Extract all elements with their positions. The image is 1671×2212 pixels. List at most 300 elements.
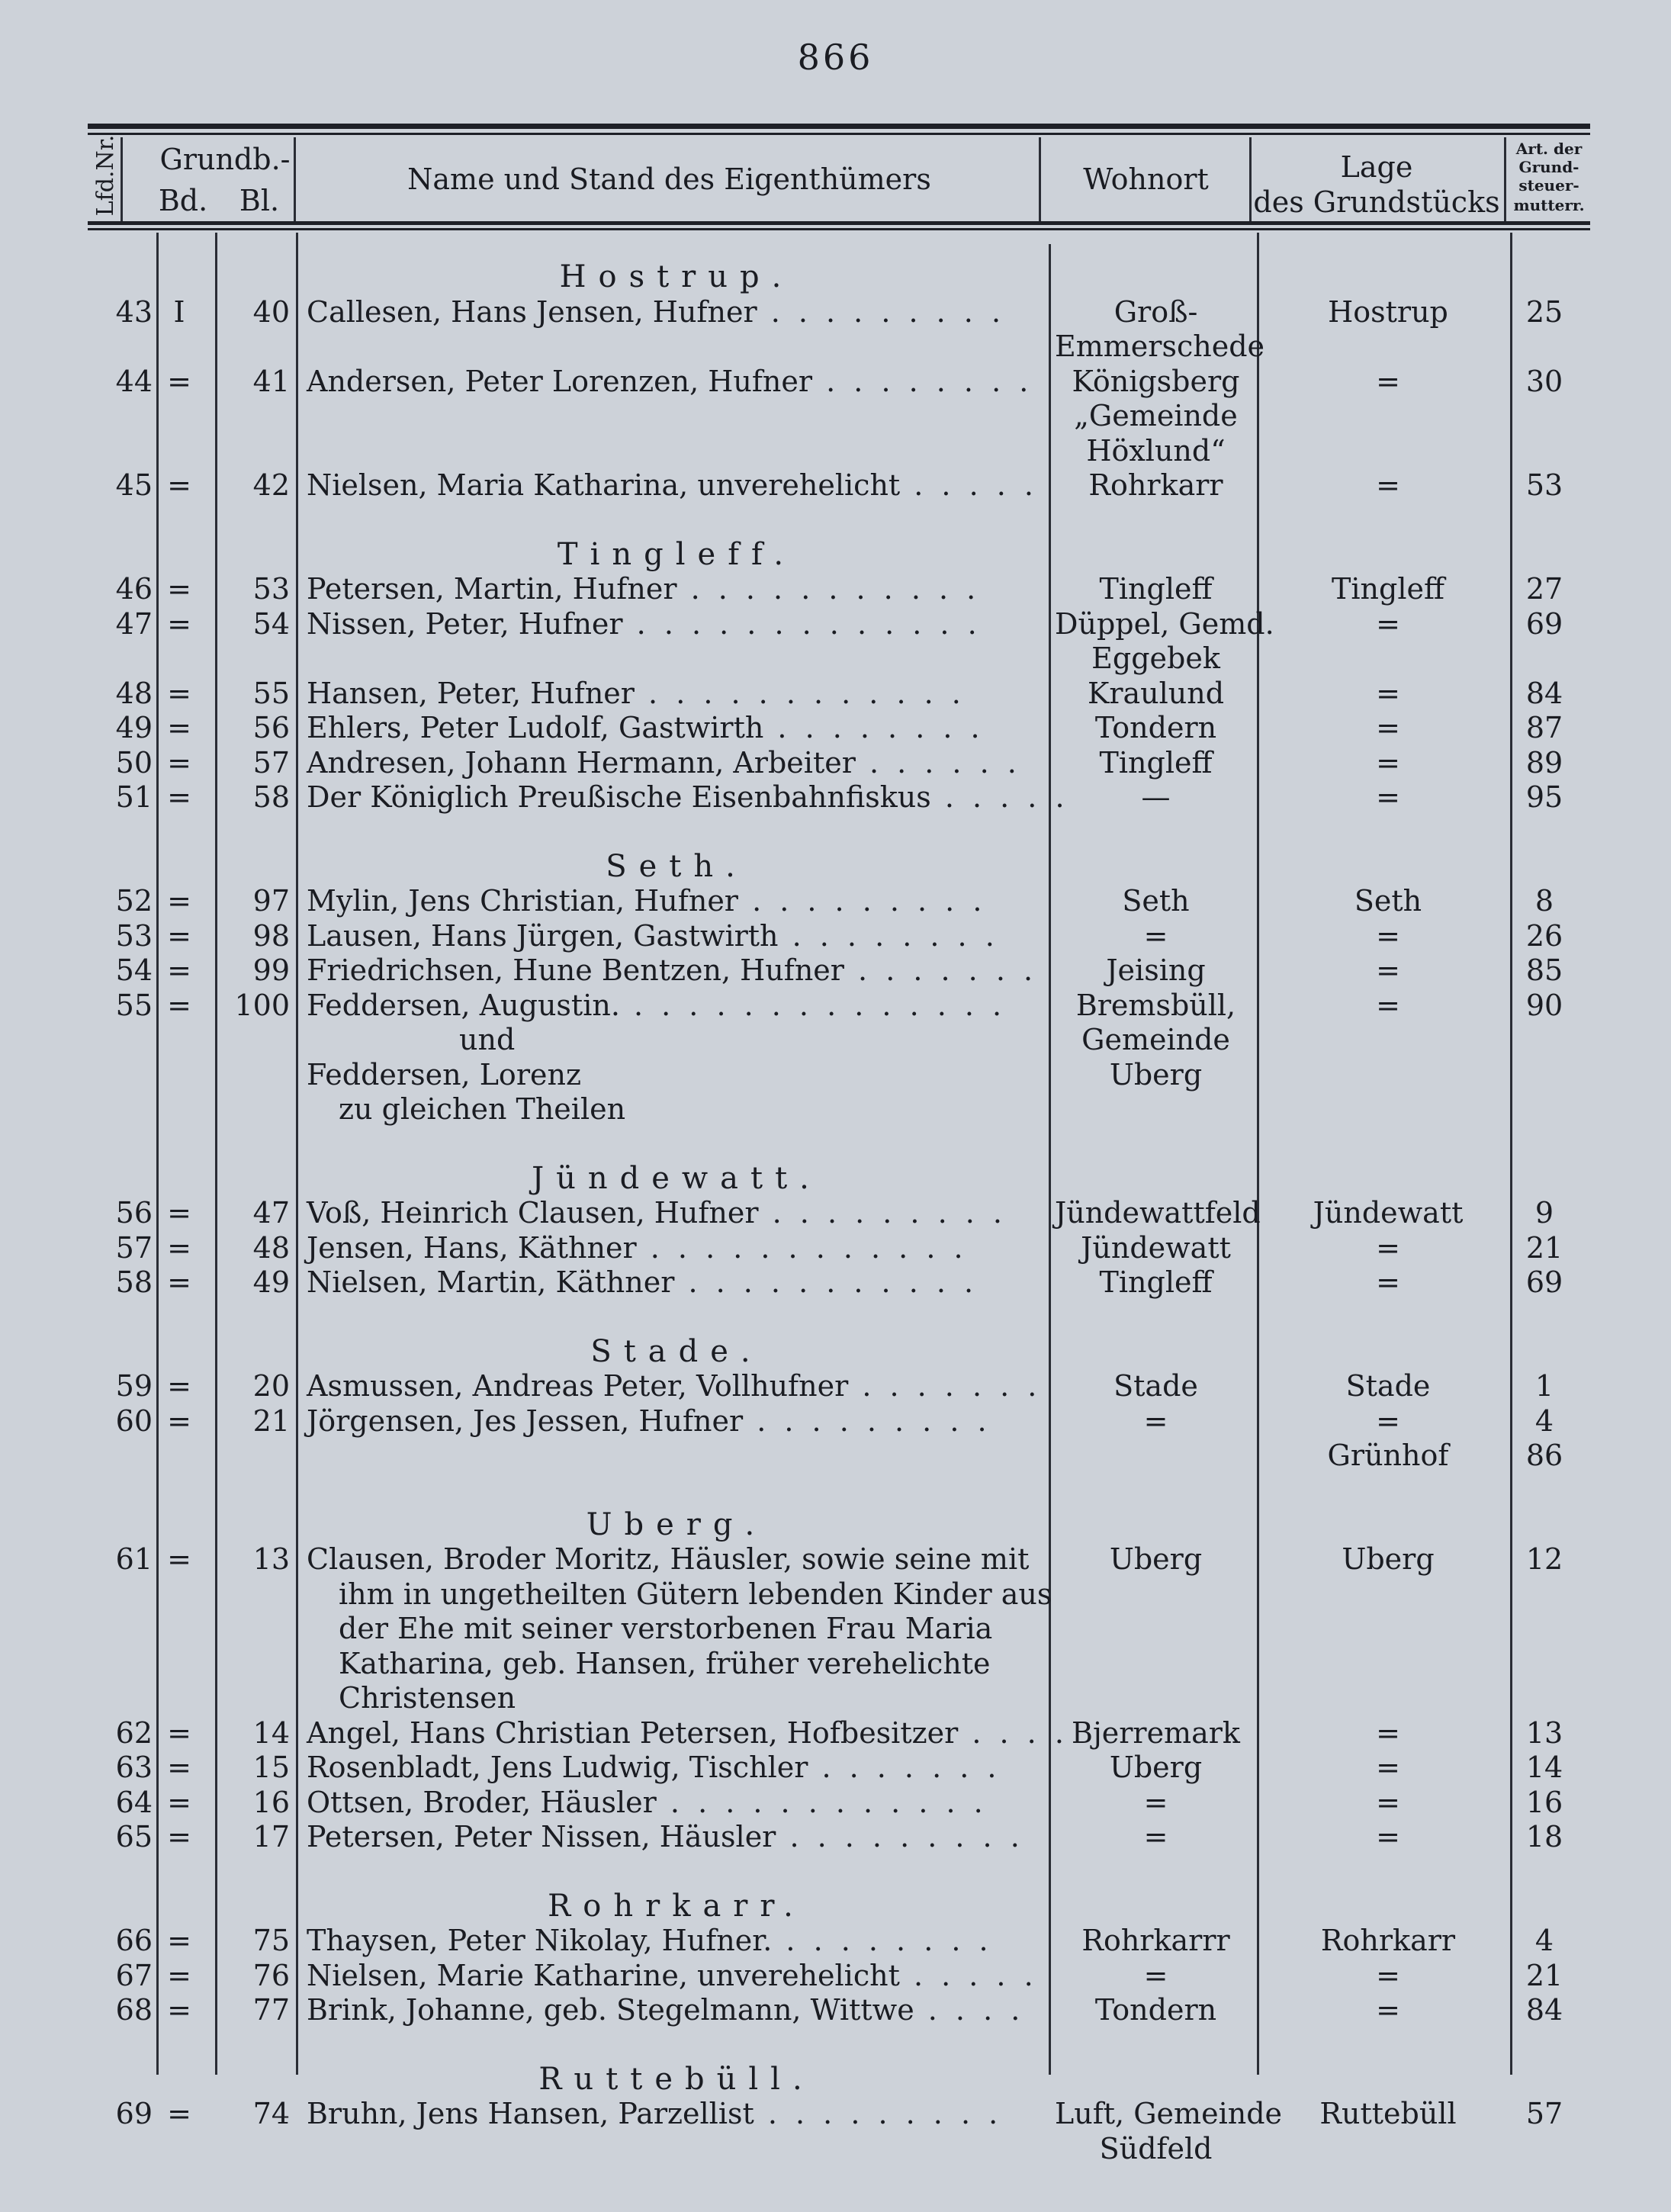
blatt: 97 bbox=[252, 884, 290, 918]
tax-article: 21 bbox=[1525, 1958, 1563, 1992]
lfd-nr: 65 bbox=[115, 1820, 153, 1854]
leader-dots: . . . . . . . . . . . bbox=[676, 572, 981, 606]
blatt: 42 bbox=[252, 468, 290, 502]
blatt: 20 bbox=[252, 1369, 290, 1403]
residence: Gemeinde bbox=[1081, 1023, 1230, 1056]
table-row bbox=[0, 1368, 1671, 1403]
leader-dots: . . . . . . . . bbox=[763, 711, 985, 744]
residence: Emmerschede bbox=[1055, 330, 1265, 363]
header-bottom-rule-thin bbox=[88, 228, 1590, 230]
lfd-nr: 48 bbox=[115, 676, 153, 710]
residence: Jündewatt bbox=[1081, 1230, 1231, 1265]
leader-dots: . . . . . bbox=[900, 468, 1038, 502]
property-location: = bbox=[1376, 988, 1400, 1022]
owner-name bbox=[307, 468, 1046, 503]
band: = bbox=[167, 364, 191, 398]
residence: — bbox=[1141, 780, 1171, 814]
table-row bbox=[0, 1403, 1671, 1439]
property-location: = bbox=[1376, 1403, 1400, 1438]
lfd-nr: 58 bbox=[115, 1265, 153, 1299]
property-location: = bbox=[1376, 468, 1400, 502]
band: = bbox=[167, 1785, 191, 1819]
owner-name-text: Nielsen, Maria Katharina, unverehelicht bbox=[307, 468, 901, 502]
owner-name bbox=[307, 1785, 1046, 1820]
blatt: 77 bbox=[252, 1993, 290, 2027]
table-row bbox=[0, 745, 1671, 780]
band: = bbox=[167, 1715, 191, 1750]
owner-name-text: Asmussen, Andreas Peter, Vollhufner bbox=[307, 1369, 849, 1403]
lfd-nr: 47 bbox=[115, 606, 153, 641]
owner-name-text: Petersen, Martin, Hufner bbox=[307, 572, 677, 606]
property-location: Hostrup bbox=[1328, 294, 1448, 329]
leader-dots: . . . . . . . . . bbox=[754, 2097, 1003, 2130]
header-grundbuch: Grundb.- bbox=[159, 143, 291, 176]
tax-article: 13 bbox=[1525, 1715, 1563, 1750]
property-location: Ruttebüll bbox=[1319, 2097, 1457, 2130]
band: = bbox=[167, 1403, 191, 1438]
leader-dots: . . . . . . bbox=[855, 745, 1021, 780]
owner-name-text: Ehlers, Peter Ludolf, Gastwirth bbox=[307, 711, 764, 744]
blatt: 48 bbox=[252, 1230, 290, 1265]
lfd-nr: 57 bbox=[115, 1230, 153, 1265]
leader-dots: . . . . . . . . bbox=[812, 364, 1033, 398]
owner-name bbox=[307, 883, 1046, 918]
residence: Luft, Gemeinde bbox=[1055, 2097, 1283, 2130]
owner-name-text: Nielsen, Martin, Käthner bbox=[307, 1265, 675, 1299]
owner-name bbox=[307, 606, 1046, 641]
property-location: Rohrkarr bbox=[1320, 1924, 1456, 1957]
table-row bbox=[0, 1923, 1671, 1958]
owner-name-text: Lausen, Hans Jürgen, Gastwirth bbox=[307, 918, 779, 953]
table-row bbox=[0, 294, 1671, 364]
band: = bbox=[167, 918, 191, 953]
lfd-nr: 50 bbox=[115, 745, 153, 780]
lfd-nr: 49 bbox=[115, 711, 153, 744]
residence: Uberg bbox=[1109, 1751, 1203, 1784]
property-location: = bbox=[1376, 1993, 1400, 2027]
table-row bbox=[0, 1230, 1671, 1265]
residence: Eggebek bbox=[1091, 641, 1220, 675]
table-row bbox=[0, 1438, 1671, 1473]
owner-name bbox=[307, 953, 1046, 988]
header-divider bbox=[294, 137, 296, 221]
property-location: = bbox=[1376, 711, 1400, 744]
owner-name-continued: zu gleichen Theilen bbox=[339, 1092, 626, 1126]
blatt: 56 bbox=[252, 711, 290, 744]
band: = bbox=[167, 1230, 191, 1265]
owner-name-text: Der Königlich Preußische Eisenbahnfiskus bbox=[307, 780, 931, 814]
table-row bbox=[0, 953, 1671, 988]
table-row bbox=[0, 883, 1671, 918]
table-row bbox=[0, 710, 1671, 745]
owner-name bbox=[307, 1750, 1046, 1785]
tax-article: 90 bbox=[1525, 988, 1563, 1022]
blatt: 75 bbox=[252, 1924, 290, 1957]
band: = bbox=[167, 1369, 191, 1403]
lfd-nr: 64 bbox=[115, 1785, 153, 1819]
blatt: 40 bbox=[252, 294, 290, 329]
owner-name-text: Angel, Hans Christian Petersen, Hofbesitzer bbox=[307, 1715, 959, 1750]
tax-article: 84 bbox=[1525, 1993, 1563, 2027]
tax-article: 4 bbox=[1534, 1403, 1554, 1438]
property-location: = bbox=[1376, 676, 1400, 710]
band: = bbox=[167, 780, 191, 814]
table-row bbox=[0, 676, 1671, 711]
property-location: Stade bbox=[1345, 1369, 1431, 1403]
owner-name-continued: der Ehe mit seiner verstorbenen Frau Maria bbox=[339, 1612, 993, 1645]
band: = bbox=[167, 1993, 191, 2027]
residence: = bbox=[1143, 1958, 1168, 1992]
property-location: = bbox=[1376, 953, 1400, 987]
owner-name bbox=[307, 1923, 1046, 1958]
owner-name-text: Nissen, Peter, Hufner bbox=[307, 606, 623, 641]
header-divider bbox=[1039, 137, 1041, 221]
header-blatt: Bl. bbox=[239, 184, 280, 217]
section-title: Rohrkarr. bbox=[548, 1888, 805, 1924]
owner-name-continued: Christensen bbox=[339, 1681, 516, 1715]
table-row bbox=[0, 780, 1671, 815]
tax-article: 57 bbox=[1525, 2097, 1563, 2130]
residence: = bbox=[1143, 1820, 1168, 1854]
leader-dots: . . . . . . . bbox=[844, 953, 1038, 987]
lfd-nr: 45 bbox=[115, 468, 153, 502]
table-row bbox=[0, 571, 1671, 606]
header-art-2: Grund- bbox=[1518, 158, 1579, 176]
property-location: = bbox=[1376, 1715, 1400, 1750]
tax-article: 86 bbox=[1525, 1439, 1563, 1472]
residence: Jündewattfeld bbox=[1055, 1196, 1261, 1230]
leader-dots: . . . . . . . bbox=[848, 1369, 1042, 1403]
owner-name bbox=[307, 918, 1046, 953]
residence: Tondern bbox=[1094, 1993, 1217, 2027]
blatt: 74 bbox=[252, 2097, 290, 2130]
residence: Groß- bbox=[1113, 294, 1198, 329]
band: = bbox=[167, 1958, 191, 1992]
lfd-nr: 69 bbox=[115, 2097, 153, 2130]
band: = bbox=[167, 1196, 191, 1230]
residence: Rohrkarrr bbox=[1081, 1924, 1230, 1957]
lfd-nr: 59 bbox=[115, 1369, 153, 1403]
blatt: 57 bbox=[252, 745, 290, 780]
header-band: Bd. bbox=[158, 184, 208, 217]
band: = bbox=[167, 468, 191, 502]
table-row bbox=[0, 606, 1671, 676]
owner-name bbox=[307, 780, 1069, 815]
band: I bbox=[173, 294, 185, 329]
leader-dots: . . . . . . . . . . . bbox=[674, 1265, 978, 1299]
blatt: 49 bbox=[252, 1265, 290, 1299]
table-row bbox=[0, 1265, 1671, 1300]
owner-name bbox=[307, 294, 1046, 330]
band: = bbox=[167, 953, 191, 987]
owner-name-text: Bruhn, Jens Hansen, Parzellist bbox=[307, 2097, 754, 2130]
property-location: = bbox=[1376, 1230, 1400, 1265]
table-row bbox=[0, 468, 1671, 503]
tax-article: 14 bbox=[1525, 1751, 1563, 1784]
table-row bbox=[0, 2096, 1671, 2165]
blatt: 55 bbox=[252, 676, 290, 710]
owner-name bbox=[307, 364, 1046, 399]
table-row bbox=[0, 918, 1671, 953]
tax-article: 21 bbox=[1525, 1230, 1563, 1265]
blatt: 41 bbox=[252, 364, 290, 398]
blatt: 47 bbox=[252, 1196, 290, 1230]
band: = bbox=[167, 1924, 191, 1957]
tax-article: 95 bbox=[1525, 780, 1563, 814]
owner-name-text: Andersen, Peter Lorenzen, Hufner bbox=[307, 364, 813, 398]
residence: = bbox=[1143, 1785, 1168, 1819]
lfd-nr: 52 bbox=[115, 884, 153, 918]
owner-name bbox=[307, 1715, 1068, 1751]
header-bottom-rule bbox=[88, 221, 1590, 225]
lfd-nr: 60 bbox=[115, 1403, 153, 1438]
residence: Höxlund“ bbox=[1086, 433, 1226, 468]
property-location: = bbox=[1376, 1751, 1400, 1784]
page-number: 866 bbox=[797, 37, 874, 78]
residence: Tingleff bbox=[1099, 1265, 1213, 1299]
header-divider bbox=[1504, 137, 1506, 221]
property-location: Tingleff bbox=[1332, 572, 1444, 606]
owner-name-text: Brink, Johanne, geb. Stegelmann, Wittwe bbox=[307, 1993, 914, 2027]
owner-name bbox=[307, 710, 1046, 745]
owner-name bbox=[307, 1992, 1046, 2027]
lfd-nr: 66 bbox=[115, 1924, 153, 1957]
leader-dots: . . . . . . . . . . . . bbox=[636, 1230, 968, 1265]
owner-name-text: Mylin, Jens Christian, Hufner bbox=[307, 884, 738, 918]
residence: Düppel, Gemd. bbox=[1055, 606, 1274, 641]
owner-name bbox=[307, 1368, 1046, 1403]
band: = bbox=[167, 606, 191, 641]
band: = bbox=[167, 676, 191, 710]
header-lfd-nr: Lfd.Nr. bbox=[92, 134, 119, 217]
residence: Bjerremark bbox=[1072, 1715, 1240, 1750]
residence: = bbox=[1143, 918, 1168, 953]
leader-dots: . . . . . . . . . bbox=[743, 1403, 991, 1438]
owner-name bbox=[307, 676, 1046, 711]
band: = bbox=[167, 711, 191, 744]
lfd-nr: 62 bbox=[115, 1715, 153, 1750]
tax-article: 25 bbox=[1525, 294, 1563, 329]
section-title: Seth. bbox=[606, 848, 747, 884]
tax-article: 4 bbox=[1534, 1924, 1554, 1957]
leader-dots: . . . . bbox=[914, 1993, 1025, 2027]
blatt: 15 bbox=[252, 1751, 290, 1784]
property-location: = bbox=[1376, 364, 1400, 398]
section-title: Jündewatt. bbox=[532, 1160, 821, 1196]
table-row bbox=[0, 988, 1671, 1127]
owner-name-text: Jensen, Hans, Käthner bbox=[307, 1230, 637, 1265]
tax-article: 89 bbox=[1525, 745, 1563, 780]
band: = bbox=[167, 1751, 191, 1784]
leader-dots: . . . . . . . . . bbox=[758, 1196, 1007, 1230]
header-name: Name und Stand des Eigenthümers bbox=[407, 162, 931, 196]
header-art-4: mutterr. bbox=[1513, 196, 1585, 214]
owner-name bbox=[307, 1230, 1046, 1265]
tax-article: 87 bbox=[1525, 711, 1563, 744]
residence: Tondern bbox=[1094, 711, 1217, 744]
header-wohnort: Wohnort bbox=[1083, 162, 1209, 196]
owner-name bbox=[307, 1958, 1046, 1993]
owner-name-continued: Feddersen, Lorenz bbox=[307, 1057, 581, 1092]
blatt: 99 bbox=[252, 953, 290, 987]
owner-name bbox=[307, 1265, 1046, 1300]
table-row bbox=[0, 1785, 1671, 1820]
owner-name-continued: und bbox=[459, 1023, 516, 1056]
leader-dots: . . . . . . . bbox=[808, 1751, 1001, 1784]
leader-dots: . . . . . . . . . . . . bbox=[634, 676, 966, 710]
residence: Uberg bbox=[1109, 1542, 1203, 1576]
band: = bbox=[167, 884, 191, 918]
band: = bbox=[167, 1265, 191, 1299]
owner-name bbox=[307, 988, 1046, 1023]
owner-name bbox=[307, 2096, 1046, 2131]
blatt: 58 bbox=[252, 780, 290, 814]
blatt: 54 bbox=[252, 606, 290, 641]
owner-name-continued: Katharina, geb. Hansen, früher verehelichte bbox=[339, 1646, 991, 1680]
residence: „Gemeinde bbox=[1074, 399, 1238, 432]
owner-name bbox=[307, 1403, 1046, 1439]
property-location: = bbox=[1376, 606, 1400, 641]
owner-name-text: Ottsen, Broder, Häusler bbox=[307, 1785, 657, 1819]
tax-article: 30 bbox=[1525, 364, 1563, 398]
blatt: 14 bbox=[252, 1715, 290, 1750]
tax-article: 84 bbox=[1525, 676, 1563, 710]
lfd-nr: 67 bbox=[115, 1958, 153, 1992]
header-top-rule-thin bbox=[88, 133, 1590, 135]
leader-dots: . . . . . . . . . bbox=[757, 294, 1006, 329]
blatt: 17 bbox=[252, 1820, 290, 1854]
band: = bbox=[167, 1542, 191, 1576]
property-location: = bbox=[1376, 1820, 1400, 1854]
section-title: Stade. bbox=[590, 1333, 763, 1369]
lfd-nr: 43 bbox=[115, 294, 153, 329]
residence: Stade bbox=[1113, 1369, 1198, 1403]
blatt: 21 bbox=[252, 1403, 290, 1438]
residence: = bbox=[1143, 1403, 1168, 1438]
band: = bbox=[167, 745, 191, 780]
owner-name bbox=[307, 1542, 1046, 1577]
leader-dots: . . . . . . . . . . . . . . bbox=[619, 988, 1007, 1022]
blatt: 13 bbox=[252, 1542, 290, 1576]
owner-name bbox=[307, 1819, 1046, 1854]
lfd-nr: 51 bbox=[115, 780, 153, 814]
header-lage-2: des Grundstücks bbox=[1253, 185, 1500, 219]
blatt: 53 bbox=[252, 572, 290, 606]
table-row bbox=[0, 1542, 1671, 1715]
leader-dots: . . . . . . . . . . . . . bbox=[622, 606, 982, 641]
band: = bbox=[167, 2097, 191, 2130]
property-location: = bbox=[1376, 745, 1400, 780]
residence: Bremsbüll, bbox=[1075, 988, 1236, 1022]
tax-article: 69 bbox=[1525, 606, 1563, 641]
section-title: Hostrup. bbox=[559, 259, 794, 294]
owner-name bbox=[307, 745, 1046, 780]
tax-article: 85 bbox=[1525, 953, 1563, 987]
property-location: = bbox=[1376, 1265, 1400, 1299]
lfd-nr: 44 bbox=[115, 364, 153, 398]
lfd-nr: 61 bbox=[115, 1542, 153, 1576]
blatt: 76 bbox=[252, 1958, 290, 1992]
residence: Uberg bbox=[1109, 1057, 1203, 1092]
owner-name-text: Hansen, Peter, Hufner bbox=[307, 676, 635, 710]
header-divider bbox=[1249, 137, 1252, 221]
section-title: Tingleff. bbox=[557, 536, 796, 572]
tax-article: 8 bbox=[1534, 884, 1554, 918]
table-row bbox=[0, 1992, 1671, 2027]
table-row bbox=[0, 1715, 1671, 1751]
tax-article: 53 bbox=[1525, 468, 1563, 502]
residence: Tingleff bbox=[1099, 572, 1213, 606]
property-location: = bbox=[1376, 780, 1400, 814]
tax-article: 18 bbox=[1525, 1820, 1563, 1854]
blatt: 98 bbox=[252, 918, 290, 953]
table-row bbox=[0, 1819, 1671, 1854]
owner-name-text: Jörgensen, Jes Jessen, Hufner bbox=[307, 1403, 744, 1438]
residence: Seth bbox=[1122, 884, 1190, 918]
owner-name-text: Rosenbladt, Jens Ludwig, Tischler bbox=[307, 1751, 808, 1784]
property-location: Grünhof bbox=[1327, 1439, 1449, 1472]
blatt: 16 bbox=[252, 1785, 290, 1819]
property-location: Jündewatt bbox=[1313, 1196, 1464, 1230]
owner-name-text: Andresen, Johann Hermann, Arbeiter bbox=[307, 745, 856, 780]
tax-article: 26 bbox=[1525, 918, 1563, 953]
tax-article: 1 bbox=[1534, 1369, 1554, 1403]
table-row bbox=[0, 1958, 1671, 1993]
property-location: Uberg bbox=[1342, 1542, 1435, 1576]
owner-name-text: Nielsen, Marie Katharine, unverehelicht bbox=[307, 1958, 900, 1992]
header-top-rule bbox=[88, 124, 1590, 129]
table-row bbox=[0, 1750, 1671, 1785]
residence: Rohrkarr bbox=[1088, 468, 1223, 502]
lfd-nr: 56 bbox=[115, 1196, 153, 1230]
leader-dots: . . . . . . . . bbox=[772, 1924, 993, 1957]
residence: Tingleff bbox=[1099, 745, 1213, 780]
property-location: Seth bbox=[1354, 884, 1422, 918]
tax-article: 27 bbox=[1525, 572, 1563, 606]
residence: Königsberg bbox=[1072, 364, 1240, 398]
leader-dots: . . . . bbox=[958, 1715, 1068, 1750]
tax-article: 9 bbox=[1534, 1196, 1554, 1230]
owner-name-text: Voß, Heinrich Clausen, Hufner bbox=[307, 1196, 759, 1230]
lfd-nr: 55 bbox=[115, 988, 153, 1022]
owner-name-text: Feddersen, Augustin. bbox=[307, 988, 620, 1022]
leader-dots: . . . . . bbox=[930, 780, 1069, 814]
residence: Jeising bbox=[1106, 953, 1206, 987]
leader-dots: . . . . . . . . . bbox=[737, 884, 987, 918]
lfd-nr: 53 bbox=[115, 918, 153, 953]
lfd-nr: 63 bbox=[115, 1751, 153, 1784]
owner-name-text: Thaysen, Peter Nikolay, Hufner. bbox=[307, 1924, 773, 1957]
owner-name-text: Petersen, Peter Nissen, Häusler bbox=[307, 1820, 776, 1854]
band: = bbox=[167, 572, 191, 606]
table-row bbox=[0, 364, 1671, 468]
owner-name bbox=[307, 1195, 1046, 1230]
tax-article: 16 bbox=[1525, 1785, 1563, 1819]
tax-article: 69 bbox=[1525, 1265, 1563, 1299]
table-row bbox=[0, 1195, 1671, 1230]
section-title: Uberg. bbox=[586, 1506, 767, 1542]
blatt: 100 bbox=[234, 988, 290, 1022]
property-location: = bbox=[1376, 918, 1400, 953]
owner-name-text: Callesen, Hans Jensen, Hufner bbox=[307, 294, 757, 329]
band: = bbox=[167, 988, 191, 1022]
lfd-nr: 54 bbox=[115, 953, 153, 987]
leader-dots: . . . . . . . . . bbox=[776, 1820, 1024, 1854]
lfd-nr: 68 bbox=[115, 1993, 153, 2027]
header-divider bbox=[121, 137, 123, 221]
leader-dots: . . . . . . . . . . . . bbox=[656, 1785, 988, 1819]
band: = bbox=[167, 1820, 191, 1854]
